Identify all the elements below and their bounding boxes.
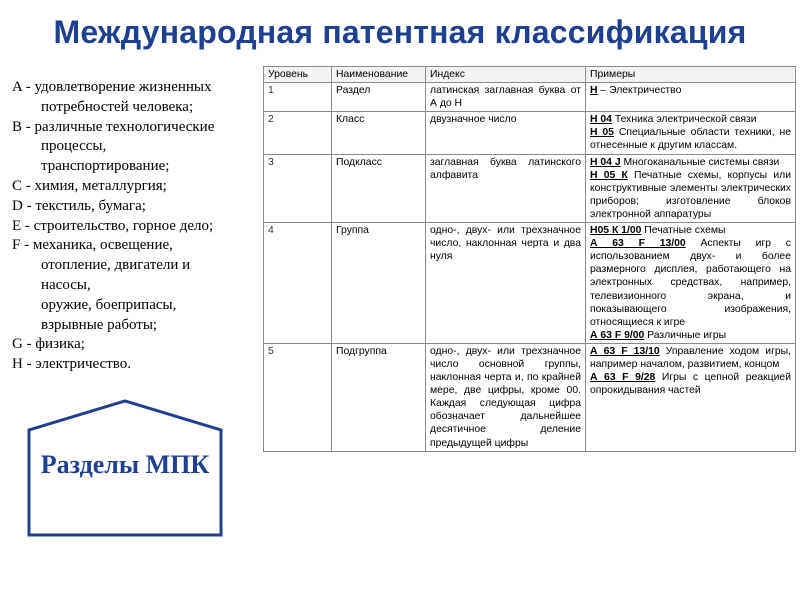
table-header-row <box>264 67 796 83</box>
cell-name: Подкласс <box>332 154 426 222</box>
example-code: А 63 F 9/28 <box>590 372 656 384</box>
cell-level: 4 <box>264 223 332 344</box>
example-code: А 63 F 13/00 <box>590 238 686 250</box>
example-code: А 63 F 9/00 <box>590 329 645 341</box>
cell-level: 5 <box>264 343 332 451</box>
header-examples: Примеры <box>586 67 796 83</box>
section-line: потребностей человека; <box>41 98 194 115</box>
section-line: процессы, <box>41 138 107 155</box>
section-line: G - физика; <box>12 336 85 353</box>
example-text: Печатные схемы <box>641 225 726 237</box>
cell-examples <box>586 83 796 112</box>
section-item <box>12 236 262 335</box>
sections-list <box>12 78 262 375</box>
cell-index: латинская заглавная буква от А до Н <box>426 83 586 112</box>
example-code: Н05 К 1/00 <box>590 225 642 237</box>
section-line: транспортирование; <box>41 158 170 175</box>
page-title: Международная патентная классификация <box>53 14 747 50</box>
cell-level: 1 <box>264 83 332 112</box>
section-line: насосы, <box>41 276 91 293</box>
example-entry <box>590 156 791 169</box>
example-text: Техника электрической связи <box>611 114 757 126</box>
example-text: Печатные схемы, корпусы или конструктивные элементы электрических приборов; изготовление блоков электронной аппаратуры <box>590 169 791 220</box>
cell-level: 3 <box>264 154 332 222</box>
example-entry <box>590 237 791 329</box>
section-line: C - химия, металлургия; <box>12 177 167 194</box>
example-text: Различные игры <box>644 329 727 341</box>
section-item <box>12 197 262 217</box>
example-text: Аспекты игр с использованием двух- и более размерного дисплея, работающего на электронных средствах, например, телевизионного экрана, и показывающего изображения, относящиеся к игре <box>590 238 792 328</box>
example-entry <box>590 126 791 152</box>
section-item <box>12 355 262 375</box>
section-item <box>12 177 262 197</box>
header-level: Уровень <box>264 67 332 83</box>
example-text: – Электричество <box>597 85 682 97</box>
example-code: Н <box>590 85 598 97</box>
cell-examples <box>586 343 796 451</box>
example-entry <box>590 329 791 342</box>
section-item <box>12 335 262 355</box>
example-text: Игры с цепной реакцией опрокидывания частей <box>590 372 791 397</box>
example-code: Н 05 К <box>590 169 628 181</box>
cell-index: заглавная буква латинского алфавита <box>426 154 586 222</box>
section-item <box>12 78 262 118</box>
section-line: оружие, боеприпасы, <box>41 296 177 313</box>
example-text: Управление ходом игры, например началом, развитием, концом <box>590 345 791 370</box>
example-code: А 63 F 13/10 <box>590 345 660 357</box>
header-name: Наименование <box>332 67 426 83</box>
example-entry <box>590 113 791 126</box>
example-entry <box>590 84 791 97</box>
cell-name: Группа <box>332 223 426 344</box>
cell-name: Класс <box>332 112 426 154</box>
section-line: B - различные технологические <box>12 118 215 135</box>
cell-examples <box>586 154 796 222</box>
example-entry <box>590 224 791 237</box>
table-row <box>264 83 796 112</box>
table-row <box>264 154 796 222</box>
cell-name: Раздел <box>332 83 426 112</box>
cell-index: двузначное число <box>426 112 586 154</box>
section-line: взрывные работы; <box>41 316 158 333</box>
example-entry <box>590 371 791 397</box>
section-item <box>12 217 262 237</box>
example-code: Н 04 <box>590 114 612 126</box>
example-text: Специальные области техники, не отнесенные к другим классам. <box>590 127 792 152</box>
example-code: Н 05 <box>590 127 614 139</box>
cell-index: одно-, двух- или трехзначное число, наклонная черта и два нуля <box>426 223 586 344</box>
classification-table <box>263 66 796 452</box>
table-row <box>264 112 796 154</box>
header-index: Индекс <box>426 67 586 83</box>
example-text: Многоканальные системы связи <box>620 156 780 168</box>
cell-index: одно-, двух- или трехзначное число основной группы, наклонная черта и, по крайней мере, две цифры, кроме 00. Каждая следующая цифра обозначает дальнейшее десятичное деление предыдущей цифры <box>426 343 586 451</box>
section-line: отопление, двигатели и <box>41 257 191 274</box>
house-label: Разделы МПК <box>40 450 210 479</box>
section-line: D - текстиль, бумага; <box>12 197 146 214</box>
table-row <box>264 343 796 451</box>
cell-examples <box>586 223 796 344</box>
cell-level: 2 <box>264 112 332 154</box>
section-line: E - строительство, горное дело; <box>12 217 214 234</box>
section-line: A - удовлетворение жизненных <box>12 79 212 95</box>
table-row <box>264 223 796 344</box>
example-entry <box>590 169 791 221</box>
example-code: Н 04 J <box>590 156 621 168</box>
section-line: F - механика, освещение, <box>12 237 173 254</box>
cell-examples <box>586 112 796 154</box>
example-entry <box>590 345 791 371</box>
section-line: H - электричество. <box>12 356 132 373</box>
cell-name: Подгруппа <box>332 343 426 451</box>
section-item <box>12 118 262 177</box>
